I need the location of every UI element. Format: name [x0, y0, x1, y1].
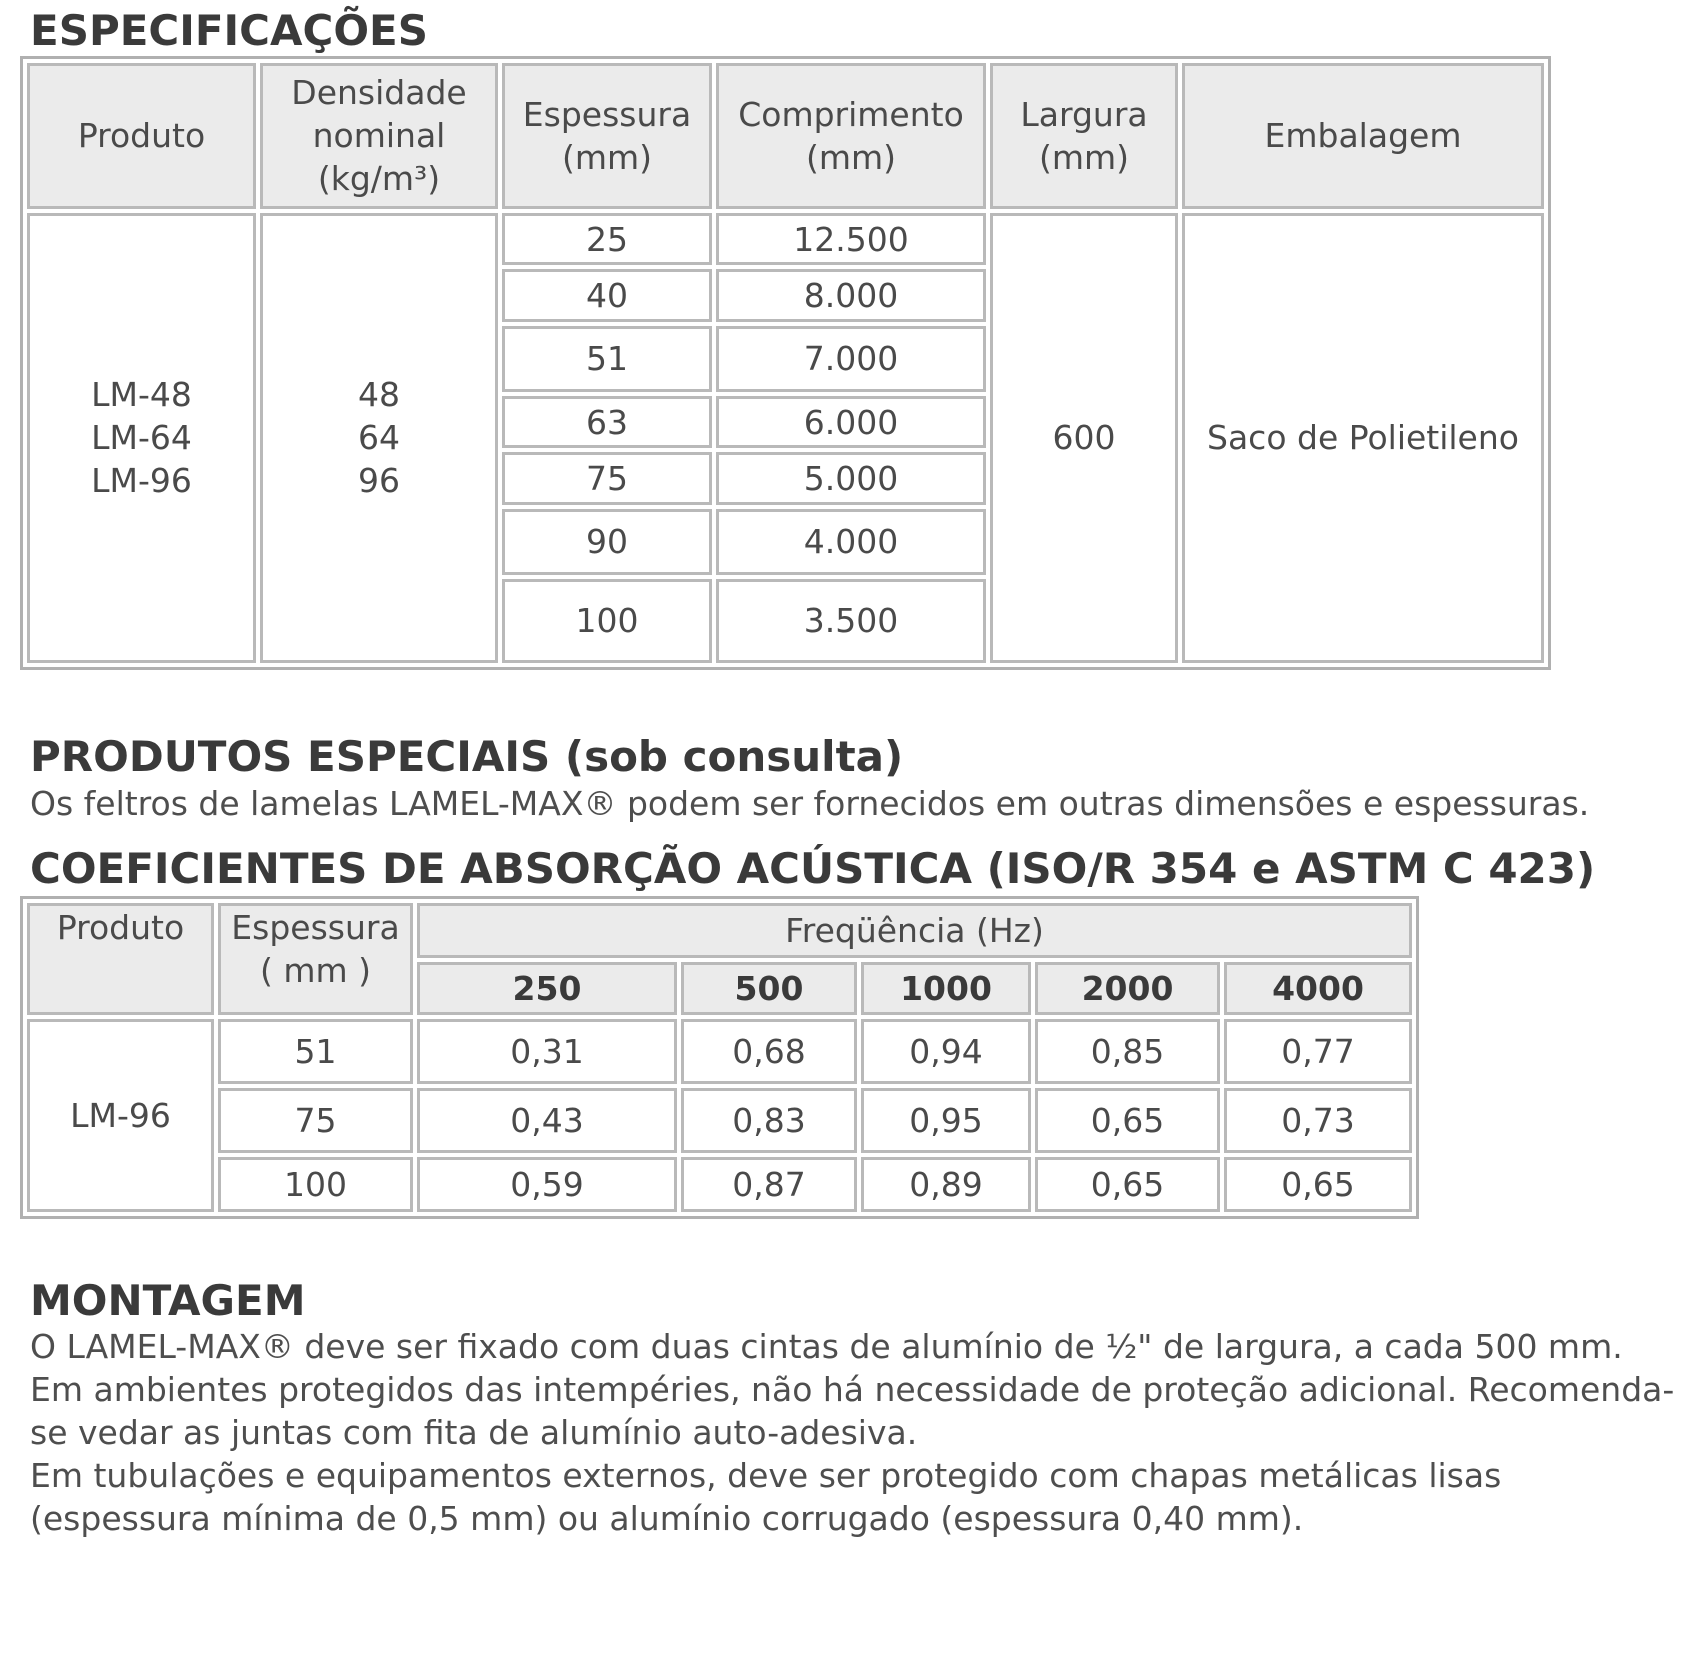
cell-comprimento: 4.000	[716, 509, 986, 575]
header-produto: Produto	[27, 903, 214, 1015]
montagem-line: Em ambientes protegidos das intempéries, não há necessidade de proteção adicional. Recomenda-	[30, 1370, 1675, 1409]
densidade-item: 48	[358, 375, 400, 415]
cell-coef: 0,59	[417, 1157, 677, 1212]
cell-comprimento: 6.000	[716, 396, 986, 448]
header-largura	[990, 63, 1178, 209]
montagem-line: (espessura mínima de 0,5 mm) ou alumínio corrugado (espessura 0,40 mm).	[30, 1499, 1304, 1538]
header-espessura	[502, 63, 712, 209]
header-densidade-line: Densidade	[291, 73, 467, 113]
cell-espessura: 51	[218, 1019, 413, 1084]
header-frequencia: Freqüência (Hz)	[417, 903, 1412, 958]
header-comprimento-line: (mm)	[805, 137, 897, 177]
cell-coef: 0,83	[681, 1088, 857, 1153]
absorcao-title: COEFICIENTES DE ABSORÇÃO ACÚSTICA (ISO/R 354 e ASTM C 423)	[30, 844, 1596, 893]
spec-title: ESPECIFICAÇÕES	[30, 6, 428, 55]
cell-densidades	[260, 213, 498, 663]
header-espessura-line: Espessura	[522, 94, 692, 134]
header-espessura-line: Espessura	[231, 908, 400, 947]
header-densidade	[260, 63, 498, 209]
cell-comprimento: 8.000	[716, 269, 986, 321]
header-espessura-line: ( mm )	[259, 951, 372, 990]
cell-coef: 0,65	[1035, 1157, 1220, 1212]
produto-item: LM-96	[91, 461, 192, 501]
header-largura-line: (mm)	[1038, 137, 1130, 177]
montagem-line: se vedar as juntas com fita de alumínio auto-adesiva.	[30, 1413, 918, 1452]
cell-espessura: 100	[218, 1157, 413, 1212]
montagem-title: MONTAGEM	[30, 1276, 306, 1325]
cell-coef: 0,73	[1224, 1088, 1412, 1153]
header-freq: 1000	[861, 962, 1031, 1015]
cell-coef: 0,65	[1035, 1088, 1220, 1153]
cell-comprimento: 12.500	[716, 213, 986, 265]
montagem-text	[30, 1325, 1674, 1540]
header-produto: Produto	[27, 63, 256, 209]
header-freq: 4000	[1224, 962, 1412, 1015]
cell-coef: 0,85	[1035, 1019, 1220, 1084]
cell-comprimento: 3.500	[716, 579, 986, 663]
densidade-item: 64	[358, 418, 400, 458]
densidade-item: 96	[358, 461, 400, 501]
header-freq: 250	[417, 962, 677, 1015]
cell-largura: 600	[990, 213, 1178, 663]
cell-espessura: 75	[502, 452, 712, 504]
spec-table	[20, 56, 1551, 670]
produto-item: LM-64	[91, 418, 192, 458]
cell-embalagem: Saco de Polietileno	[1182, 213, 1544, 663]
cell-comprimento: 5.000	[716, 452, 986, 504]
header-comprimento-line: Comprimento	[738, 94, 964, 134]
cell-coef: 0,65	[1224, 1157, 1412, 1212]
cell-coef: 0,77	[1224, 1019, 1412, 1084]
header-espessura-line: (mm)	[561, 137, 653, 177]
header-freq: 500	[681, 962, 857, 1015]
montagem-line: Em tubulações e equipamentos externos, deve ser protegido com chapas metálicas lisas	[30, 1456, 1502, 1495]
absorcao-table	[20, 896, 1419, 1219]
montagem-line: O LAMEL-MAX® deve ser fixado com duas cintas de alumínio de ½" de largura, a cada 500 mm.	[30, 1327, 1623, 1366]
cell-espessura: 100	[502, 579, 712, 663]
cell-espessura: 63	[502, 396, 712, 448]
cell-comprimento: 7.000	[716, 326, 986, 392]
produto-item: LM-48	[91, 375, 192, 415]
cell-coef: 0,95	[861, 1088, 1031, 1153]
cell-espessura: 40	[502, 269, 712, 321]
especiais-title: PRODUTOS ESPECIAIS (sob consulta)	[30, 732, 904, 781]
cell-espessura: 90	[502, 509, 712, 575]
header-embalagem: Embalagem	[1182, 63, 1544, 209]
cell-espessura: 51	[502, 326, 712, 392]
cell-espessura: 75	[218, 1088, 413, 1153]
cell-espessura: 25	[502, 213, 712, 265]
cell-coef: 0,94	[861, 1019, 1031, 1084]
cell-coef: 0,31	[417, 1019, 677, 1084]
cell-coef: 0,89	[861, 1157, 1031, 1212]
cell-coef: 0,87	[681, 1157, 857, 1212]
header-largura-line: Largura	[1020, 94, 1148, 134]
header-comprimento	[716, 63, 986, 209]
cell-produto: LM-96	[27, 1019, 214, 1212]
especiais-text: Os feltros de lamelas LAMEL-MAX® podem ser fornecidos em outras dimensões e espessuras.	[30, 784, 1590, 823]
header-espessura	[218, 903, 413, 1015]
cell-coef: 0,68	[681, 1019, 857, 1084]
header-densidade-line: nominal	[312, 116, 446, 156]
cell-coef: 0,43	[417, 1088, 677, 1153]
header-freq: 2000	[1035, 962, 1220, 1015]
cell-produtos	[27, 213, 256, 663]
header-densidade-line: (kg/m³)	[317, 159, 441, 199]
